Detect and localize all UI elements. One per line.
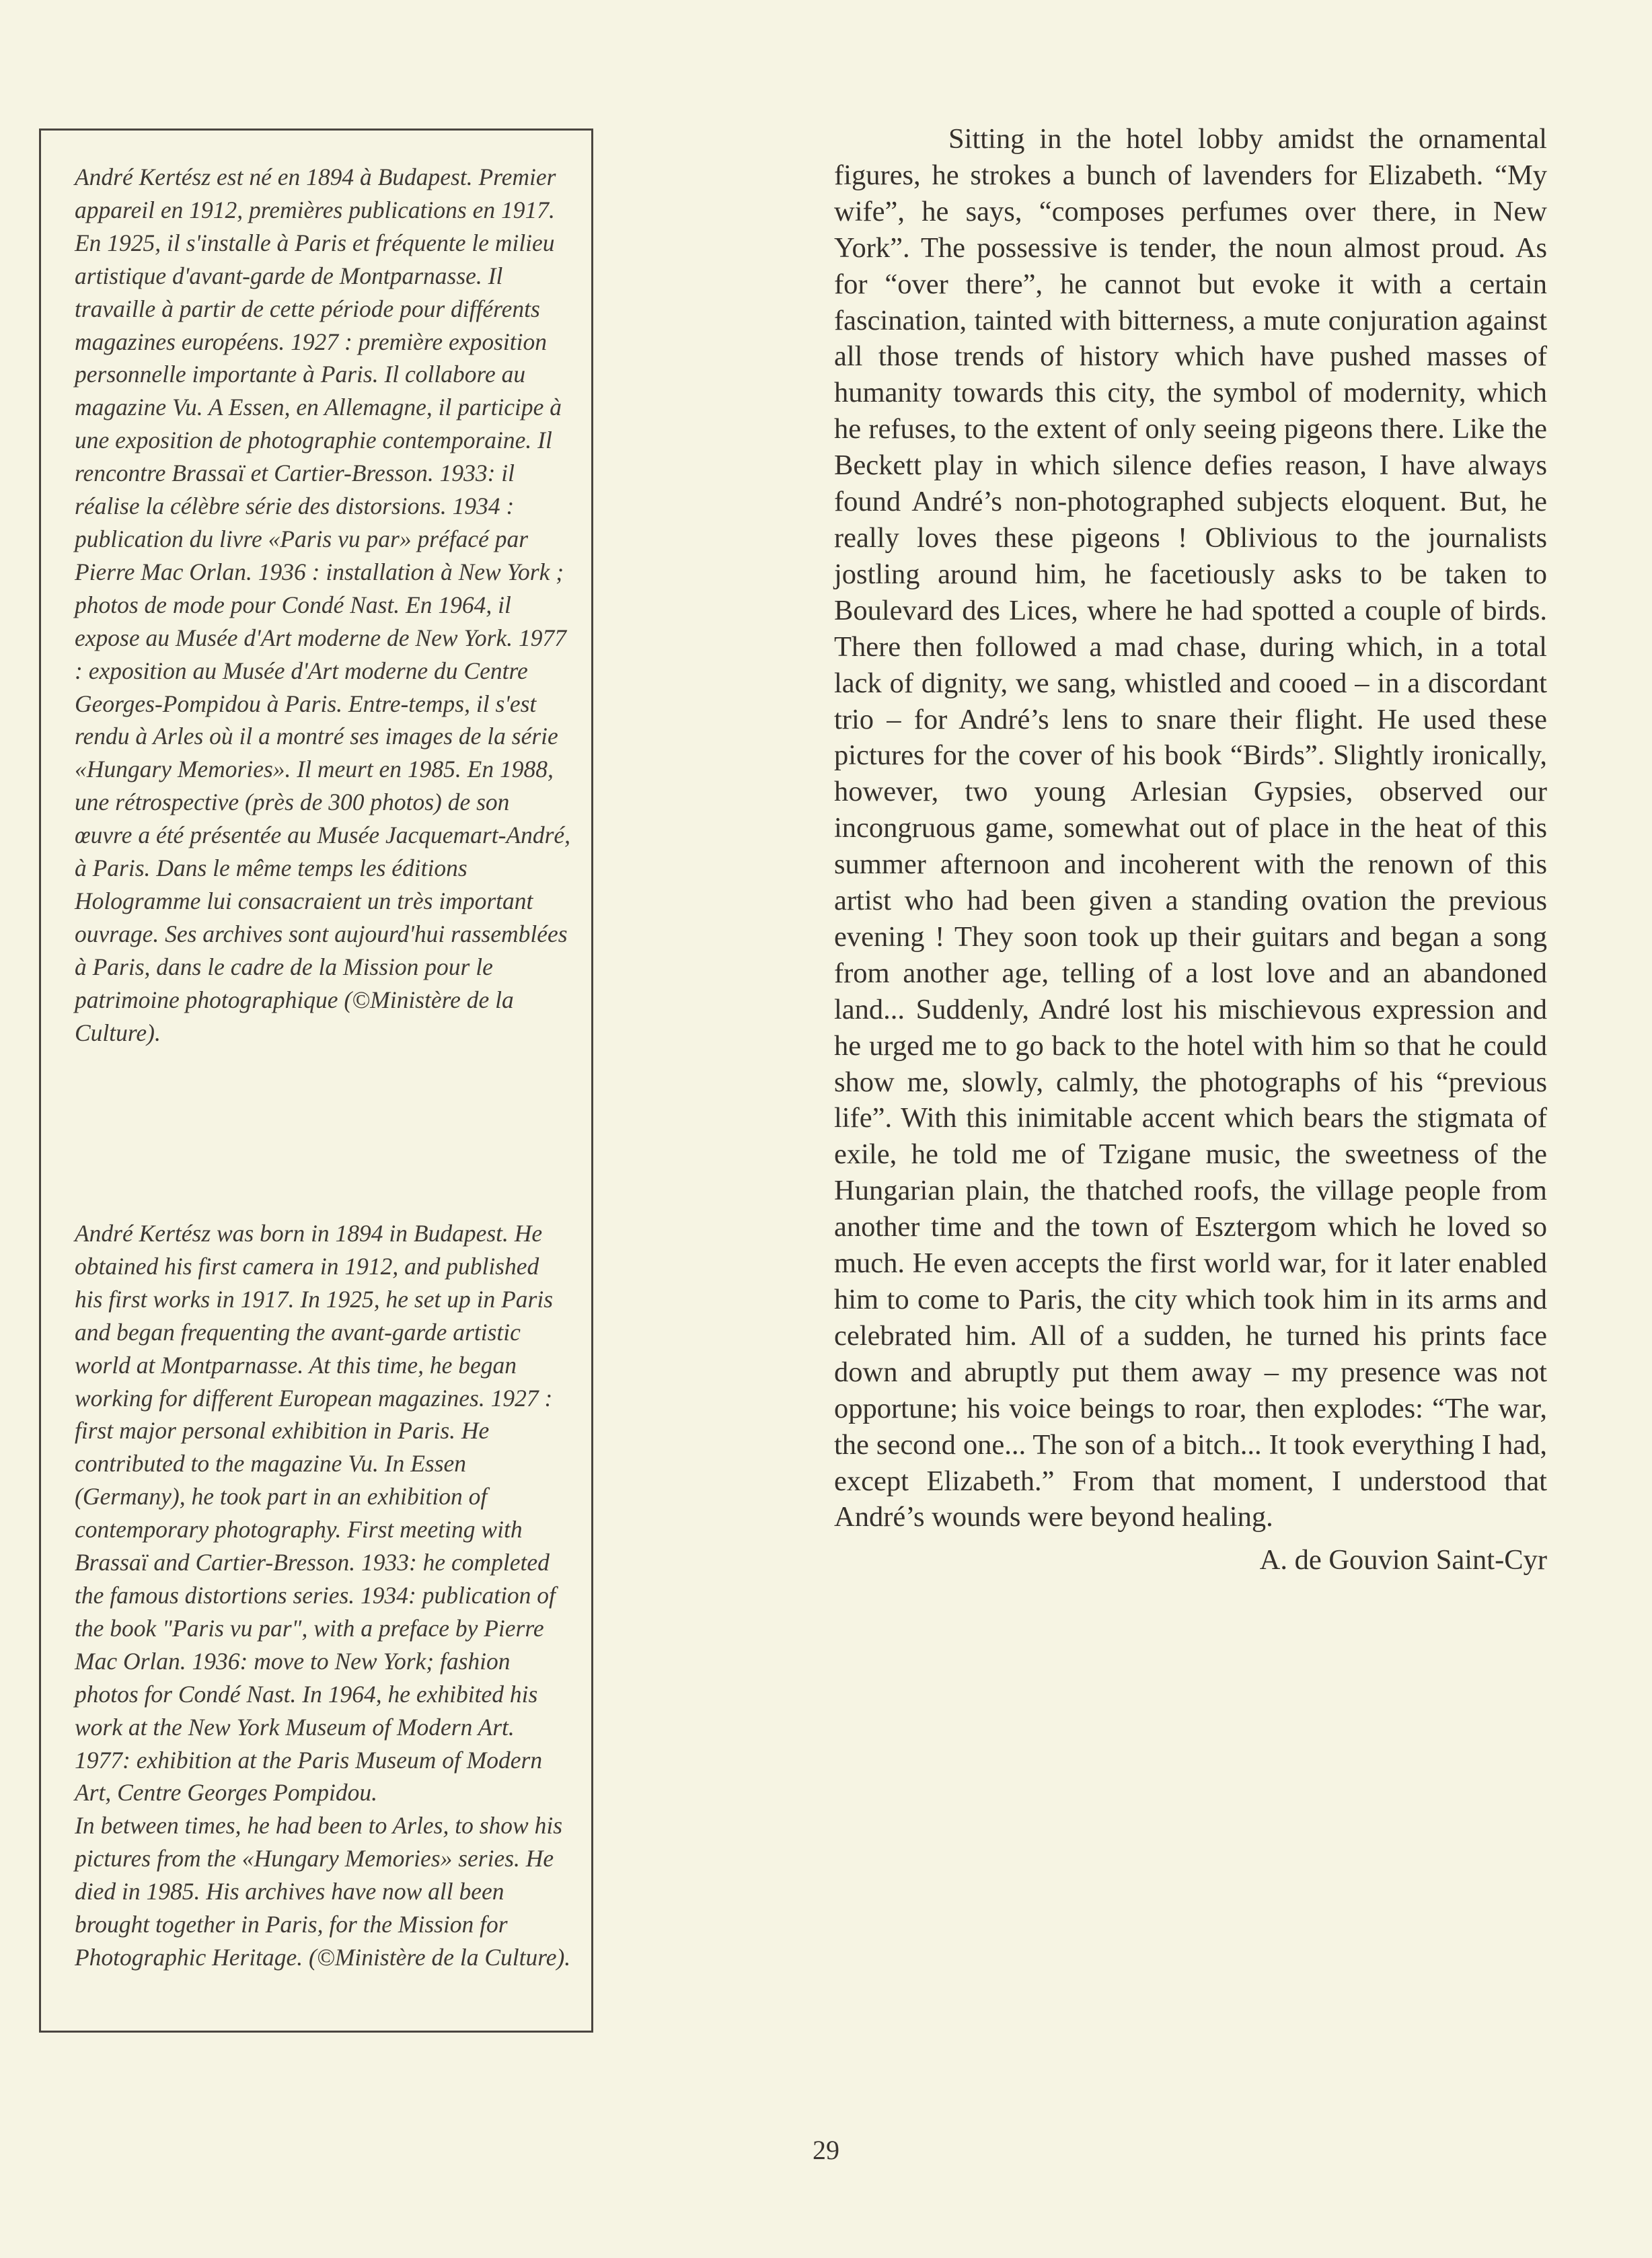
biography-french: André Kertész est né en 1894 à Budapest. Premier appareil en 1912, premières publications en 1917. En 1925, il s'installe à Paris et fréquente le milieu artistique d'avant-garde de Montparnasse. Il travaille à partir de cette période pour différents magazines européens. 1927 : première exposition personnelle importante à Paris. Il collabore au magazine Vu. A Essen, en Allemagne, il participe à une exposition de photographie contemporaine. Il rencontre Brassaï et Cartier-Bresson. 1933: il réalise la célèbre série des distorsions. 1934 : publication du livre «Paris vu par» préfacé par Pierre Mac Orlan. 1936 : installation à New York ; photos de mode pour Condé Nast. En 1964, il expose au Musée d'Art moderne de New York. 1977 : exposition au Musée d'Art moderne du Centre Georges-Pompidou à Paris. Entre-temps, il s'est rendu à Arles où il a montré ses images de la série «Hungary Memories». Il meurt en 1985. En 1988, une rétrospective (près de 300 photos) de son œuvre a été présentée au Musée Jacquemart-André, à Paris. Dans le même temps les éditions Hologramme lui consacraient un très important ouvrage. Ses archives sont aujourd'hui rassemblées à Paris, dans le cadre de la Mission pour le patrimoine photographique (©Ministère de la Culture). bbox=[75, 163, 571, 1046]
article-body: Sitting in the hotel lobby amidst the ornamental figures, he strokes a bunch of lavenders for Elizabeth. “My wife”, he says, “composes perfumes over there, in New York”. The possessive is tender, the noun almost proud. As for “over there”, he cannot but evoke it with a certain fascination, tainted with bitterness, a mute conjuration against all those trends of history which have pushed masses of humanity towards this city, the symbol of modernity, which he refuses, to the extent of only seeing pigeons there. Like the Beckett play in which silence defies reason, I have always found André’s non-photographed subjects eloquent. But, he really loves these pigeons ! Oblivious to the journalists jostling around him, he facetiously asks to be taken to Boulevard des Lices, where he had spotted a couple of birds. There then followed a mad chase, during which, in a total lack of dignity, we sang, whistled and cooed – in a discordant trio – for André’s lens to snare their flight. He used these pictures for the cover of his book “Birds”. Slightly ironically, however, two young Arlesian Gypsies, observed our incongruous game, somewhat out of place in the heat of this summer afternoon and incoherent with the renown of this artist who had been given a standing ovation the previous evening ! They soon took up their guitars and began a song from another age, telling of a lost love and an abandoned land... Suddenly, André lost his mischievous expression and he urged me to go back to the hotel with him so that he could show me, slowly, calmly, the photographs of his “previous life”. With this inimitable accent which bears the stigmata of exile, he told me of Tzigane music, the sweetness of the Hungarian plain, the thatched roofs, the village people from another time and the town of Esztergom which he loved so much. He even accepts the first world war, for it later enabled him to come to Paris, the city which took him in its arms and celebrated him. All of a sudden, he turned his prints face down and abruptly put them away – my presence was not opportune; his voice beings to roar, then explodes: “The war, the second one... The son of a bitch... It took everything I had, except Elizabeth.” From that moment, I understood that André’s wounds were beyond healing. bbox=[834, 123, 1547, 1533]
biography-box bbox=[39, 129, 593, 2033]
biography-english bbox=[75, 1217, 572, 1974]
page-number: 29 bbox=[813, 2135, 839, 2165]
biography-english-paragraph-2: In between times, he had been to Arles, to show his pictures from the «Hungary Memories» series. He died in 1985. His archives have now all been brought together in Paris, for the Mission for Photographic Heritage. (©Ministère de la Culture). bbox=[75, 1812, 571, 1971]
article-column bbox=[834, 121, 1547, 1578]
biography-english-paragraph-1: André Kertész was born in 1894 in Budapest. He obtained his first camera in 1912, and published his first works in 1917. In 1925, he set up in Paris and began frequenting the avant-garde artistic world at Montparnasse. At this time, he began working for different European magazines. 1927 : first major personal exhibition in Paris. He contributed to the magazine Vu. In Essen (Germany), he took part in an exhibition of contemporary photography. First meeting with Brassaï and Cartier-Bresson. 1933: he completed the famous distortions series. 1934: publication of the book "Paris vu par", with a preface by Pierre Mac Orlan. 1936: move to New York; fashion photos for Condé Nast. In 1964, he exhibited his work at the New York Museum of Modern Art. 1977: exhibition at the Paris Museum of Modern Art, Centre Georges Pompidou. bbox=[75, 1220, 556, 1807]
article-author: A. de Gouvion Saint-Cyr bbox=[1259, 1544, 1547, 1576]
